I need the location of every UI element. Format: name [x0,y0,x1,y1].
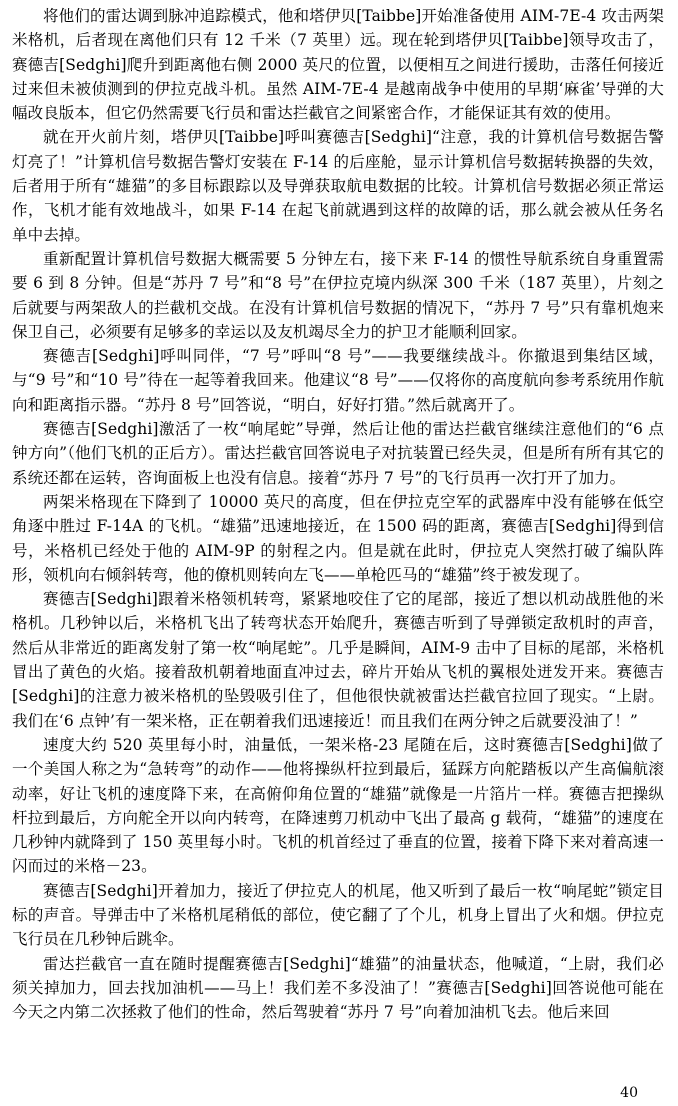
paragraph: 速度大约 520 英里每小时，油量低，一架米格-23 尾随在后，这时赛德吉[Sedghi]做了一个美国人称之为“急转弯”的动作——他将操纵杆拉到最后，猛踩方向舵踏板以产生高偏航滚动率，好让飞机的速度降下来，在高俯仰角位置的“雄猫”就像是一片箔片一样。赛德吉把操纵杆拉到最后，方向舵全开以向内转弯，在降速剪刀机动中飞出了最高 g 载荷，“雄猫”的速度在几秒钟内就降到了 150 英里每小时。飞机的机首经过了垂直的位置，接着下降下来对着高速一闪而过的米格－23。 [12,735,664,876]
paragraph: 赛德吉[Sedghi]跟着米格领机转弯，紧紧地咬住了它的尾部，接近了想以机动战胜他的米格机。几秒钟以后，米格机飞出了转弯状态开始爬升，赛德吉听到了导弹锁定敌机时的声音，然后从非常近的距离发射了第一枚“响尾蛇”。几乎是瞬间，AIM-9 击中了目标的尾部，米格机冒出了黄色的火焰。接着敌机朝着地面直冲过去，碎片开始从飞机的翼根处迸发开来。赛德吉[Sedghi]的注意力被米格机的坠毁吸引住了，但他很快就被雷达拦截官拉回了现实。“上尉。我们在‘6 点钟’有一架米格，正在朝着我们迅速接近！而且我们在两分钟之后就要没油了！” [12,590,664,730]
paragraph: 雷达拦截官一直在随时提醒赛德吉[Sedghi]“雄猫”的油量状态，他喊道，“上尉，我们必须关掉加力，回去找加油机——马上！我们差不多没油了！”赛德吉[Sedghi]回答说他可能在今天之内第二次拯救了他们的性命，然后驾驶着“苏丹 7 号”向着加油机飞去。他后来回 [12,954,664,1022]
paragraph: 赛德吉[Sedghi]激活了一枚“响尾蛇”导弹，然后让他的雷达拦截官继续注意他们的“6 点钟方向”（他们飞机的正后方）。雷达拦截官回答说电子对抗装置已经失灵，但是所有所有其它的系统还都在运转，咨询面板上也没有信息。接着“苏丹 7 号”的飞行员再一次打开了加力。 [12,420,664,487]
paragraph: 赛德吉[Sedghi]开着加力，接近了伊拉克人的机尾，他又听到了最后一枚“响尾蛇”锁定目标的声音。导弹击中了米格机尾稍低的部位，使它翻了了个儿，机身上冒出了火和烟。伊拉克飞行员在几秒钟后跳伞。 [12,881,664,949]
paragraph: 赛德吉[Sedghi]呼叫同伴，“7 号”呼叫“8 号”——我要继续战斗。你撤退到集结区域，与“9 号”和“10 号”待在一起等着我回来。他建议“8 号”——仅将你的高度航向参考系统用作航向和距离指示器。“苏丹 8 号”回答说，“明白，好好打猎。”然后就离开了。 [12,347,664,414]
paragraph: 将他们的雷达调到脉冲追踪模式，他和塔伊贝[Taibbe]开始准备使用 AIM-7E-4 攻击两架米格机，后者现在离他们只有 12 千米（7 英里）远。现在轮到塔伊贝[Taibbe]领导攻击了，赛德吉[Sedghi]爬升到距离他右侧 2000 英尺的位置，以便相互之间进行援助，击落任何接近过来但未被侦测到的伊拉克战斗机。虽然 AIM-7E-4 是越南战争中使用的早期‘麻雀’导弹的大幅改良版本，但它仍然需要飞行员和雷达拦截官之间紧密合作，才能保证其有效的使用。 [12,7,664,123]
body-text [12,4,664,1024]
page-number: 40 [620,1085,638,1101]
paragraph: 重新配置计算机信号数据大概需要 5 分钟左右，接下来 F-14 的惯性导航系统自身重置需要 6 到 8 分钟。但是“苏丹 7 号”和“8 号”在伊拉克境内纵深 300 千米（187 英里），片刻之后就要与两架敌人的拦截机交战。在没有计算机信号数据的情况下，“苏丹 7 号”只有靠机炮来保卫自己，必须要有足够多的幸运以及友机竭尽全力的护卫才能顺利回家。 [12,249,664,341]
paragraph: 两架米格现在下降到了 10000 英尺的高度，但在伊拉克空军的武器库中没有能够在低空角逐中胜过 F-14A 的飞机。“雄猫”迅速地接近，在 1500 码的距离，赛德吉[Sedghi]得到信号，米格机已经处于他的 AIM-9P 的射程之内。但是就在此时，伊拉克人突然打破了编队阵形，领机向右倾斜转弯，他的僚机则转向左飞——单枪匹马的“雄猫”终于被发现了。 [12,492,664,584]
paragraph: 就在开火前片刻，塔伊贝[Taibbe]呼叫赛德吉[Sedghi]“注意，我的计算机信号数据告警灯亮了！”计算机信号数据告警灯安装在 F-14 的后座舱，显示计算机信号数据转换器的失效，后者用于所有“雄猫”的多目标跟踪以及导弹获取航电数据的比较。计算机信号数据必须正常运作，飞机才能有效地战斗，如果 F-14 在起飞前就遇到这样的故障的话，那么就会被从任务名单中去掉。 [12,128,664,244]
